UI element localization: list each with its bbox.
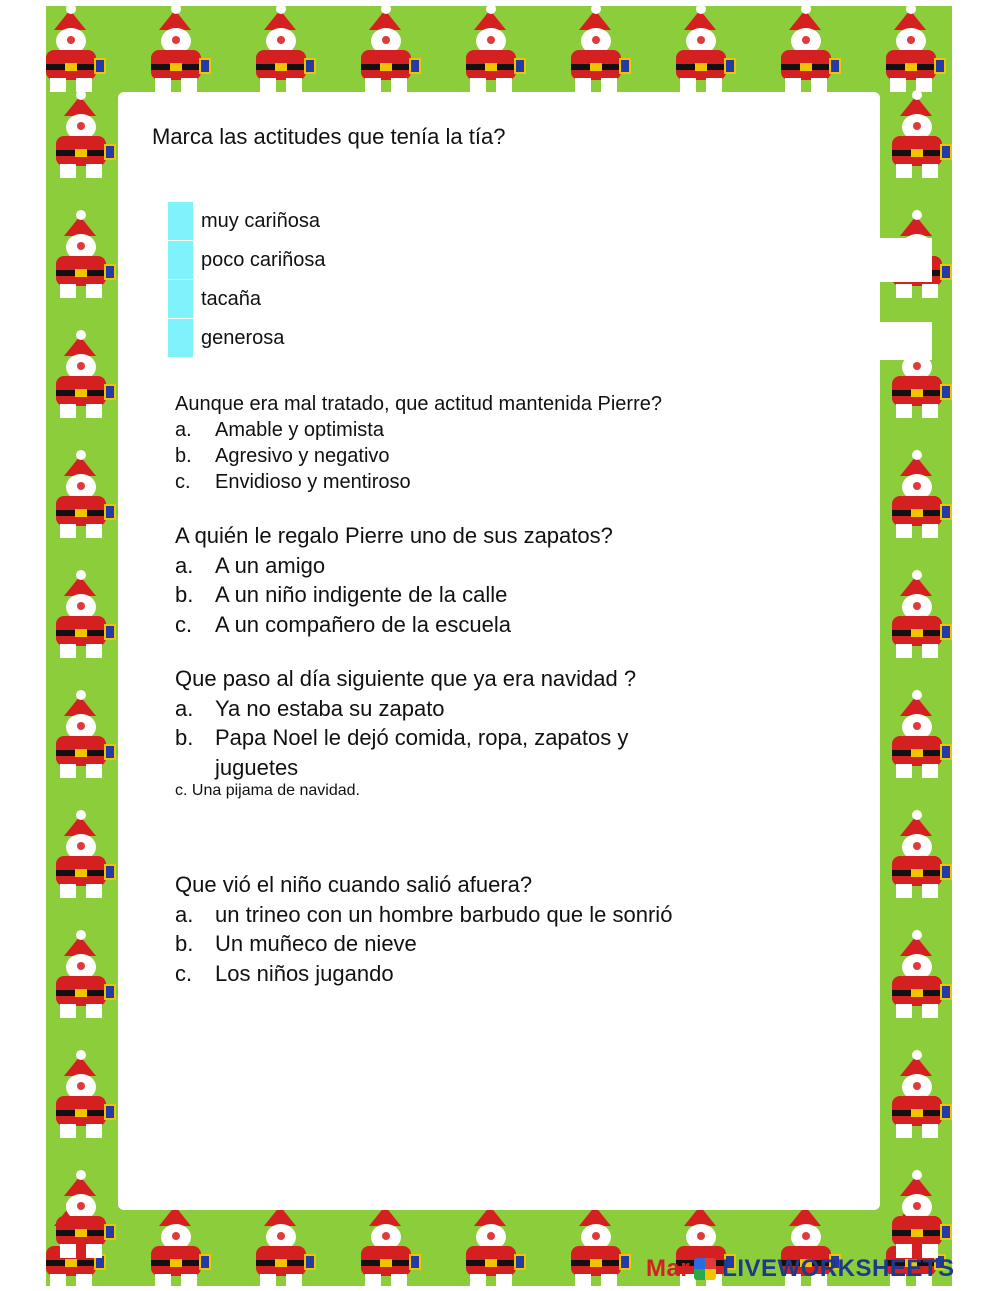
santa-icon	[46, 816, 116, 898]
option-letter: c.	[175, 960, 193, 986]
paper-notch	[880, 238, 932, 282]
option-text: A un compañero de la escuela	[215, 611, 511, 637]
santa-icon	[882, 576, 952, 658]
option-text: A un amigo	[215, 552, 326, 578]
option-text: Los niños jugando	[215, 960, 394, 986]
liveworksheets-brand[interactable]	[646, 1254, 955, 1284]
answer-checkbox[interactable]	[168, 202, 193, 241]
option-text: juguetes	[215, 754, 299, 780]
option-letter: b.	[175, 582, 194, 607]
option-text: Amable y optimista	[215, 419, 384, 441]
option-letter: b.	[175, 931, 194, 956]
question-5-title: Que vió el niño cuando salió afuera?	[175, 872, 533, 897]
option-letter: c.	[175, 471, 191, 493]
check-label: tacaña	[201, 288, 262, 310]
santa-icon	[46, 936, 116, 1018]
option: c. Una pijama de navidad.	[175, 782, 360, 799]
check-label: muy cariñosa	[201, 210, 320, 232]
santa-icon	[771, 10, 841, 92]
santa-icon	[876, 10, 946, 92]
option-letter: a.	[175, 419, 192, 441]
option-letter: a.	[175, 695, 194, 721]
santa-icon	[46, 10, 106, 92]
option	[175, 753, 636, 783]
option	[175, 900, 672, 930]
option-letter: b.	[175, 725, 194, 750]
santa-icon	[46, 576, 116, 658]
option-letter: c.	[175, 611, 193, 637]
option-letter: b.	[175, 445, 192, 467]
option	[175, 723, 636, 753]
santa-icon	[882, 1056, 952, 1138]
question-2	[175, 391, 662, 495]
check-label: generosa	[201, 327, 285, 349]
maker-label: Mar	[646, 1255, 691, 1282]
santa-icon	[46, 216, 116, 298]
option	[175, 694, 636, 724]
santa-icon	[46, 96, 116, 178]
santa-icon	[882, 936, 952, 1018]
option	[175, 417, 662, 443]
check-label: poco cariñosa	[201, 249, 326, 271]
option	[175, 959, 672, 989]
option	[175, 580, 613, 610]
santa-icon	[882, 1176, 952, 1258]
answer-checkbox[interactable]	[168, 319, 193, 358]
question-3	[175, 521, 613, 639]
question-1-checklist	[168, 202, 326, 358]
santa-icon	[246, 10, 316, 92]
option	[175, 610, 613, 640]
option-text: Agresivo y negativo	[215, 445, 390, 467]
santa-icon	[141, 10, 211, 92]
paper-notch	[880, 322, 932, 360]
option-letter	[175, 753, 215, 783]
question-1-title: Marca las actitudes que tenía la tía?	[152, 124, 506, 149]
santa-icon	[882, 96, 952, 178]
liveworksheets-logo-icon	[694, 1258, 716, 1280]
option-letter: a.	[175, 552, 194, 578]
santa-icon	[561, 10, 631, 92]
check-row	[168, 280, 326, 319]
santa-icon	[666, 10, 736, 92]
santa-icon	[46, 1176, 116, 1258]
option-text: un trineo con un hombre barbudo que le sonrió	[215, 901, 673, 927]
santa-icon	[246, 1206, 316, 1286]
check-row	[168, 241, 326, 280]
question-3-title: A quién le regalo Pierre uno de sus zapatos?	[175, 523, 613, 548]
santa-icon	[351, 1206, 421, 1286]
option-letter: a.	[175, 901, 194, 927]
check-row	[168, 319, 326, 358]
brand-label: LIVEWORKSHEETS	[722, 1255, 955, 1282]
santa-icon	[882, 696, 952, 778]
santa-icon	[561, 1206, 631, 1286]
option-text: Un muñeco de nieve	[215, 931, 417, 956]
santa-icon	[351, 10, 421, 92]
santa-icon	[456, 10, 526, 92]
question-4	[175, 664, 636, 800]
option-text: A un niño indigente de la calle	[215, 582, 508, 607]
option	[175, 443, 662, 469]
option-text: Ya no estaba su zapato	[215, 695, 445, 721]
option-text: Papa Noel le dejó comida, ropa, zapatos y	[215, 725, 629, 750]
option-text: Envidioso y mentiroso	[215, 471, 411, 493]
question-5	[175, 870, 672, 988]
question-4-title: Que paso al día siguiente que ya era navidad ?	[175, 666, 637, 691]
option	[175, 551, 613, 581]
option	[175, 929, 672, 959]
santa-icon	[46, 696, 116, 778]
question-2-title: Aunque era mal tratado, que actitud mantenida Pierre?	[175, 393, 662, 415]
santa-icon	[46, 336, 116, 418]
santa-icon	[141, 1206, 211, 1286]
santa-icon	[456, 1206, 526, 1286]
check-row	[168, 202, 326, 241]
option	[175, 469, 662, 495]
santa-icon	[46, 1056, 116, 1138]
santa-icon	[882, 816, 952, 898]
santa-icon	[46, 456, 116, 538]
santa-icon	[882, 456, 952, 538]
answer-checkbox[interactable]	[168, 241, 193, 280]
answer-checkbox[interactable]	[168, 280, 193, 319]
